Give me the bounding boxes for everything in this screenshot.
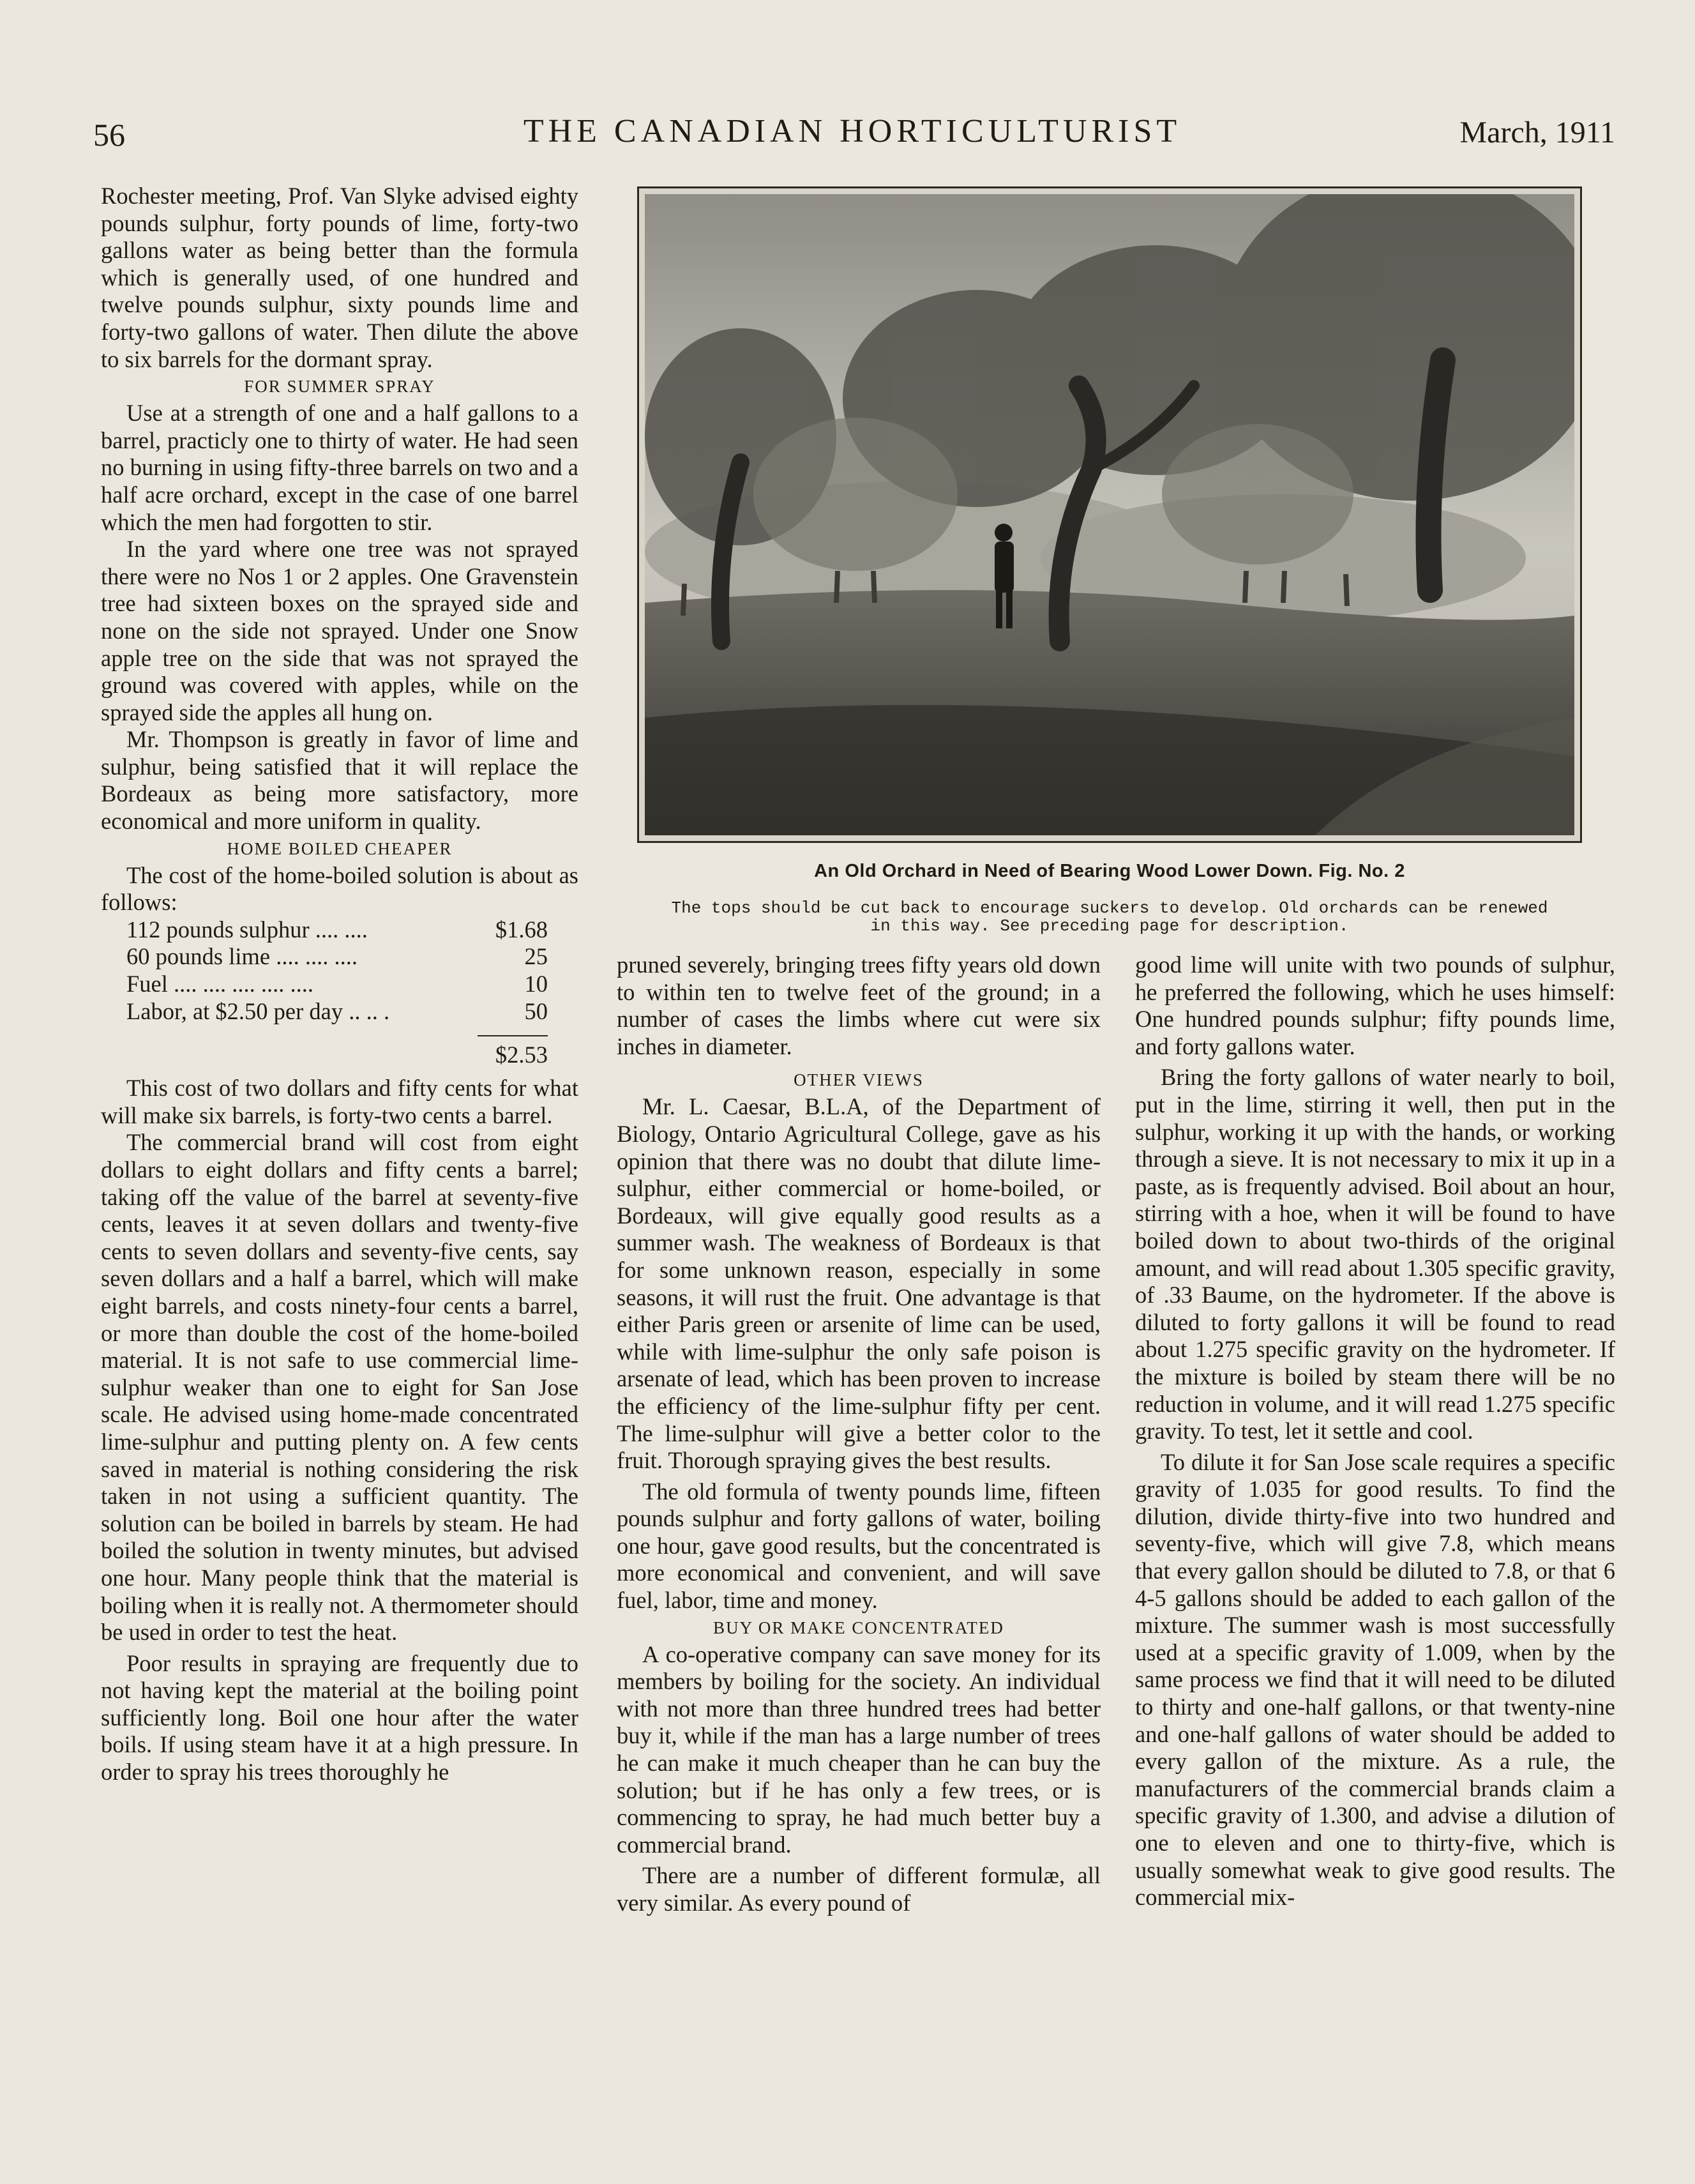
paragraph: Poor results in spraying are frequently due to not having kept the material at the boiling point sufficiently long. Boil one hour after the water boils. If using steam have it at a high pressure. In order to spray his trees thoroughly he xyxy=(101,1649,578,1786)
paragraph: This cost of two dollars and fifty cents for what will make six barrels, is forty-two cents a barrel. xyxy=(101,1075,578,1128)
paragraph: The commercial brand will cost from eight dollars to eight dollars and fifty cents a barrel; taking off the value of the barrel at seventy-five cents, leaves it at seven dollars and twenty-five cents to seven dollars and seventy-five cents, say seven dollars and a half a barrel, which will make eight barrels, and costs ninety-four cents a barrel, or more than double the cost of the home-boiled material. It is not safe to use commercial lime-sulphur weaker than one to eight for San Jose scale. He advised using home-made concentrated lime-sulphur and putting plenty on. A few cents saved in material is nothing considering the risk taken in not using a sufficient quantity. The solution can be boiled in barrels by steam. He had boiled the solution in twenty minutes, but advised one hour. Many people think that the material is boiling when it is really not. A thermometer should be used in order to test the heat. xyxy=(101,1129,578,1646)
page-number: 56 xyxy=(93,117,125,153)
cost-item: Fuel .... .... .... .... .... xyxy=(126,971,314,997)
paragraph: pruned severely, bringing trees fifty years old down to within ten to twelve feet of the ground; in a number of cases the limbs where cut were six inches in diameter. xyxy=(617,952,1101,1059)
text-column-2 xyxy=(617,952,1101,1917)
paragraph: There are a number of different formulæ, all very similar. As every pound of xyxy=(617,1862,1101,1916)
paragraph: The old formula of twenty pounds lime, fifteen pounds sulphur and forty gallons of water, boiling one hour, gave good results, but the concentrated is more economical and convenient, and will save fuel, labor, time and money. xyxy=(617,1478,1101,1614)
paragraph: Rochester meeting, Prof. Van Slyke advised eighty pounds sulphur, forty pounds of lime, forty-two gallons water as being better than the formula which is generally used, of one hundred and twelve pounds sulphur, sixty pounds lime and forty-two gallons of water. Then dilute the above to six barrels for the dormant spray. xyxy=(101,183,578,372)
cost-row xyxy=(126,971,548,998)
paragraph: good lime will unite with two pounds of sulphur, he preferred the following, which he uses himself: One hundred pounds sulphur; fifty pounds lime, and forty gallons water. xyxy=(1135,952,1615,1059)
journal-title: THE CANADIAN HORTICULTURIST xyxy=(523,113,1182,149)
paragraph: Mr. L. Caesar, B.L.A, of the Department of Biology, Ontario Agricultural College, gave as his opinion that there was no doubt that dilute lime-sulphur, either commercial or home-boiled, or Bordeaux, will give equally good results as a summer wash. The weakness of Bordeaux is that for some unknown reason, especially in some seasons, it will rust the fruit. One advantage is that either Paris green or arsenite of lime can be used, while with lime-sulphur the only safe poison is arsenate of lead, which has been proven to increase the efficiency of the lime-sulphur fifty per cent. The lime-sulphur will give a better color to the fruit. Thorough spraying gives the best results. xyxy=(617,1093,1101,1474)
cost-item: 112 pounds sulphur .... .... xyxy=(126,916,368,943)
cost-amount: 50 xyxy=(524,997,548,1024)
paragraph: In the yard where one tree was not sprayed there were no Nos 1 or 2 apples. One Gravenstein tree had sixteen boxes on the sprayed side and none on the side not sprayed. Under one Snow apple tree on the side that was not sprayed the ground was covered with apples, while on the sprayed side the apples all hung on. xyxy=(101,536,578,725)
cost-table xyxy=(126,916,548,1075)
cost-row xyxy=(126,998,548,1026)
cost-amount: 25 xyxy=(524,943,548,970)
paragraph: Bring the forty gallons of water nearly to boil, put in the lime, stirring it well, then put in the sulphur, working it up with the hands, or working through a sieve. It is not necessary to mix it up in a paste, as is frequently advised. Boil about an hour, stirring with a hoe, when it will be found to have boiled down to about two-thirds of the original amount, and will read about 1.305 specific gravity, of .33 Baume, on the hydrometer. If the above is diluted to forty gallons it will be found to read about 1.275 specific gravity on the hydrometer. If the mixture is boiled by steam there will be no reduction in volume, and it will read 1.275 specific gravity. To test, let it settle and cool. xyxy=(1135,1064,1615,1445)
running-header xyxy=(89,107,1615,158)
cost-amount: 10 xyxy=(524,971,548,997)
figure-note-line: in this way. See preceding page for description. xyxy=(870,916,1349,936)
paragraph: A co-operative company can save money for its members by boiling for the society. An individual with not more than three hundred trees had better buy it, while if the man has a large number of trees he can make it much cheaper than he can buy the solution; but if he has only a few trees, or is commencing to spray, he had much better buy a commercial brand. xyxy=(617,1641,1101,1858)
total-rule xyxy=(478,1035,548,1036)
orchard-photograph xyxy=(637,186,1582,843)
orchard-image xyxy=(645,194,1574,835)
section-heading-home-boiled: HOME BOILED CHEAPER xyxy=(227,838,453,858)
paragraph: To dilute it for San Jose scale requires a specific gravity of 1.035 for good results. To find the dilution, divide thirty-five into two hundred and seventy-five, which will give 7.8, which means that every gallon should be diluted to 7.8, or that 6 4-5 gallons should be added to each gallon of the mixture. The summer wash is most successfully used at a specific gravity of 1.009, when by the same process we find that it will need to be diluted to thirty and one-half gallons, or that twenty-nine and one-half gallons of water should be added to every gallon of the mixture. As a rule, the manufacturers of the commercial brands claim a specific gravity of 1.300, and advise a dilution of one to eleven and one to thirty-five, which is usually somewhat weak to give good results. The commercial mix- xyxy=(1135,1448,1615,1911)
cost-item: Labor, at $2.50 per day .. .. . xyxy=(126,997,390,1024)
paragraph: Mr. Thompson is greatly in favor of lime and sulphur, being satisfied that it will replace the Bordeaux as being more satisfactory, more economical and more uniform in quality. xyxy=(101,726,578,835)
figure-note xyxy=(637,899,1582,935)
paragraph: Use at a strength of one and a half gallons to a barrel, practicly one to thirty of water. He had seen no burning in using fifty-three barrels on two and a half acre orchard, except in the case of one barrel which the men had forgotten to stir. xyxy=(101,400,578,535)
text-column-3 xyxy=(1135,952,1615,1911)
cost-row xyxy=(126,916,548,944)
section-heading-other-views: OTHER VIEWS xyxy=(794,1070,924,1090)
cost-total: $2.53 xyxy=(495,1042,548,1068)
section-heading-buy-or-make: BUY OR MAKE CONCENTRATED xyxy=(713,1618,1004,1637)
issue-date: March, 1911 xyxy=(1459,116,1615,149)
cost-amount: $1.68 xyxy=(495,916,548,943)
paragraph: The cost of the home-boiled solution is about as follows: xyxy=(101,861,578,916)
cost-row xyxy=(126,943,548,971)
figure-caption: An Old Orchard in Need of Bearing Wood Lower Down. Fig. No. 2 xyxy=(814,861,1405,881)
section-heading-summer-spray: FOR SUMMER SPRAY xyxy=(244,377,435,397)
figure-note-line: The tops should be cut back to encourage suckers to develop. Old orchards can be renewed xyxy=(671,899,1548,918)
cost-item: 60 pounds lime .... .... .... xyxy=(126,943,358,970)
text-column-1 xyxy=(101,183,578,1786)
